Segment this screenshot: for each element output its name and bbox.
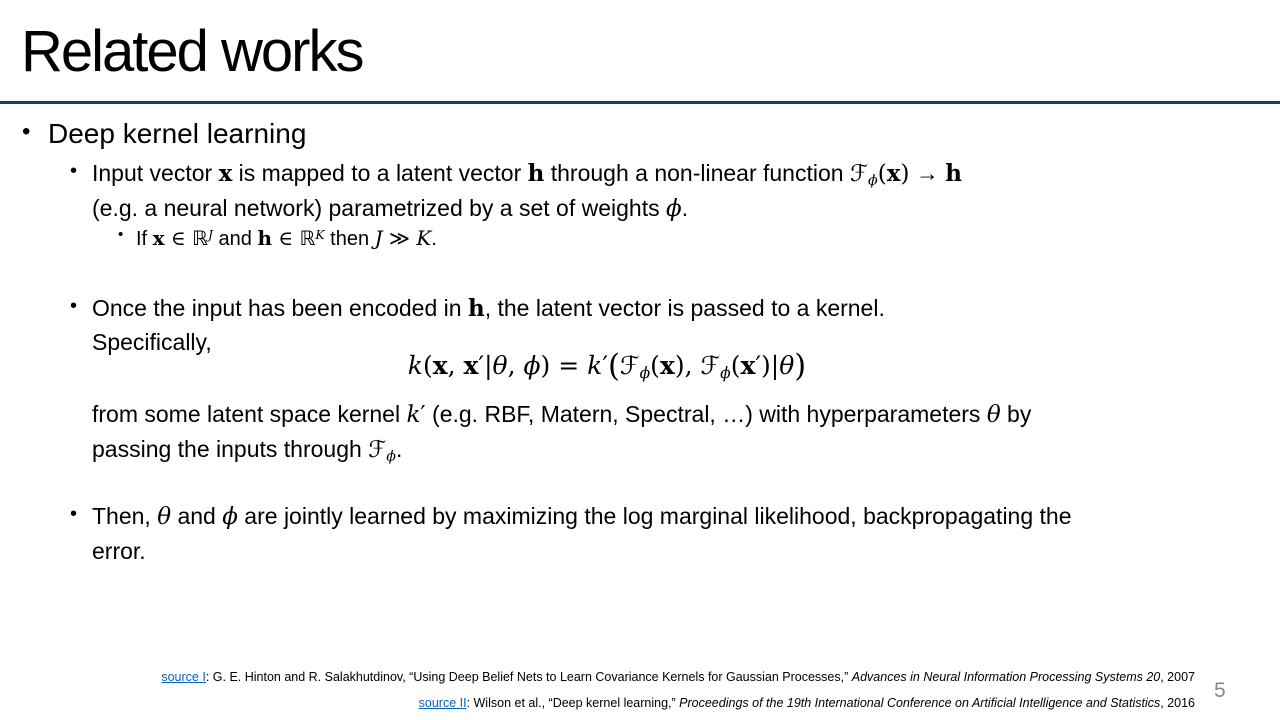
bullet-jointly-learned: [70, 500, 1072, 568]
source-i-link[interactable]: source I: [161, 670, 206, 684]
bullet-icon: •: [70, 295, 78, 317]
bullet-icon: •: [70, 503, 78, 525]
bullet-deep-kernel-learning: [22, 116, 306, 152]
bullet-icon: •: [118, 226, 124, 243]
bullet-input-vector: [70, 157, 962, 226]
citation-source-1-text: : G. E. Hinton and R. Salakhutdinov, “Using Deep Belief Nets to Learn Covariance Kernels for Gaussian Processes,” Advances in Neural Information Processing Systems 20, 2007: [205, 670, 1195, 684]
bullet-if-dimensions: [118, 224, 437, 253]
citation-source-2: [90, 696, 1195, 711]
bullet-icon: •: [22, 118, 31, 145]
bullet-once-encoded-text: Once the input has been encoded in h, the latent vector is passed to a kernel. Specifically,: [92, 295, 885, 355]
citation-source-2-text: : Wilson et al., “Deep kernel learning,” Proceedings of the 19th International Conference on Artificial Intelligence and Statistics, 2016: [466, 696, 1195, 710]
source-ii-link[interactable]: source II: [418, 696, 467, 710]
kernel-equation: k(x, x′|θ, ϕ) = k′(ℱϕ(x), ℱϕ(x′)|θ): [407, 349, 807, 384]
citation-source-1: [90, 670, 1195, 685]
bullet-if-dimensions-text: If x ∈ ℝ$^J$ and h ∈ ℝ$^K$ then J ≫ K.: [136, 226, 437, 250]
title-divider: [0, 101, 1280, 104]
bullet-jointly-learned-text: Then, θ and ϕ are jointly learned by maximizing the log marginal likelihood, backpropagating the error.: [92, 503, 1072, 564]
bullet-icon: •: [70, 160, 78, 182]
page-title: Related works: [21, 19, 363, 84]
paragraph-from-kernel: from some latent space kernel k′ (e.g. RBF, Matern, Spectral, …) with hyperparameters θ by passing the inputs through ℱϕ.: [92, 401, 1032, 465]
bullet-heading-label: Deep kernel learning: [48, 118, 307, 149]
bullet-input-vector-text: Input vector x is mapped to a latent vector h through a non-linear function ℱϕ(x) → h (e.g. a neural network) parametrized by a set of weights ϕ.: [92, 160, 962, 222]
page-number: 5: [1214, 679, 1226, 702]
